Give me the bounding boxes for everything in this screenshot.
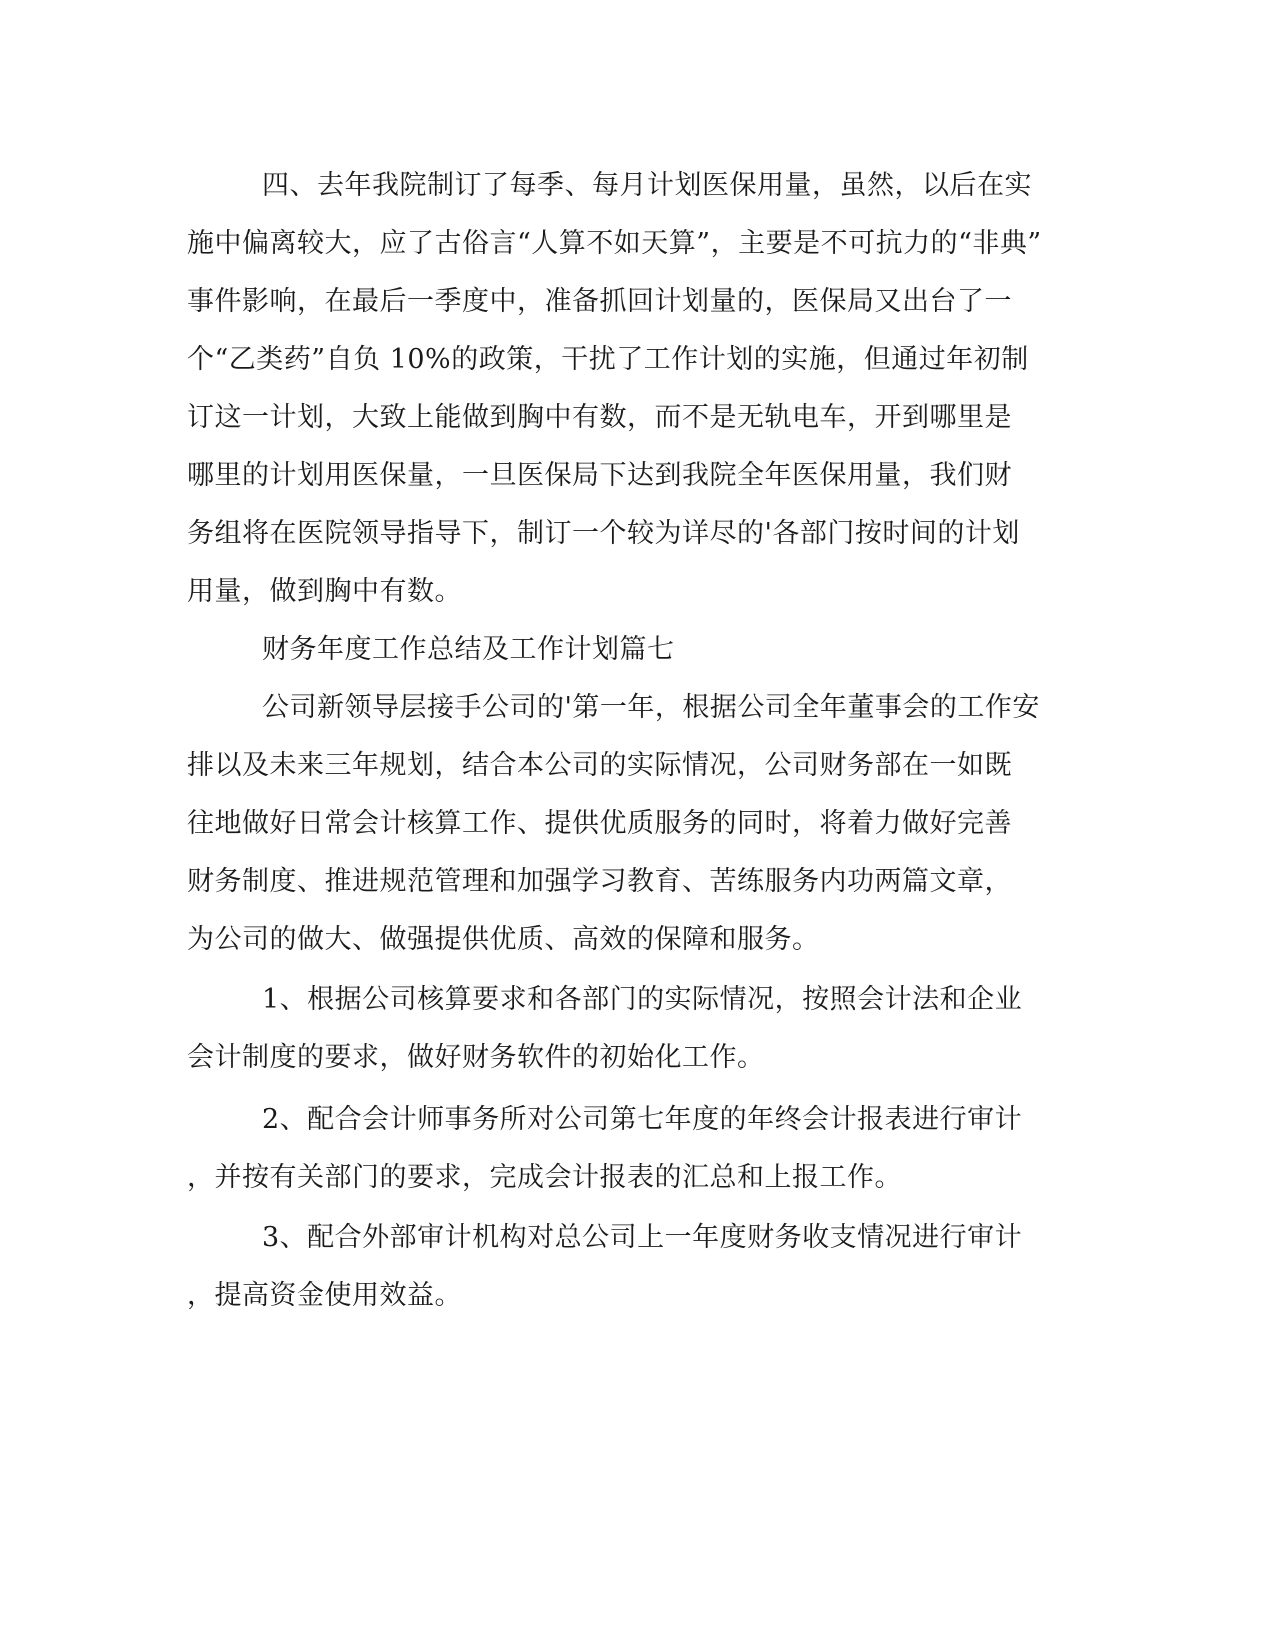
- paragraph-line: 个“乙类药”自负 10%的政策，干扰了工作计划的实施，但通过年初制: [187, 344, 1029, 375]
- paragraph-line: 事件影响，在最后一季度中，准备抓回计划量的，医保局又出台了一: [187, 286, 1012, 317]
- paragraph-line: 四、去年我院制订了每季、每月计划医保用量，虽然，以后在实: [262, 170, 1032, 201]
- paragraph-line: 哪里的计划用医保量，一旦医保局下达到我院全年医保用量，我们财: [187, 460, 1012, 491]
- section-heading: 财务年度工作总结及工作计划篇七: [262, 634, 675, 665]
- list-item-line: ，提高资金使用效益。: [187, 1280, 462, 1311]
- list-item-line: 3、配合外部审计机构对总公司上一年度财务收支情况进行审计: [262, 1222, 1023, 1253]
- paragraph-line: 财务制度、推进规范管理和加强学习教育、苦练服务内功两篇文章，: [187, 866, 1012, 897]
- list-item-line: 2、配合会计师事务所对公司第七年度的年终会计报表进行审计: [262, 1104, 1023, 1135]
- paragraph-line: 订这一计划，大致上能做到胸中有数，而不是无轨电车，开到哪里是: [187, 402, 1012, 433]
- paragraph-line: 用量，做到胸中有数。: [187, 576, 462, 607]
- paragraph-line: 往地做好日常会计核算工作、提供优质服务的同时，将着力做好完善: [187, 808, 1012, 839]
- paragraph-line: 排以及未来三年规划，结合本公司的实际情况，公司财务部在一如既: [187, 750, 1012, 781]
- paragraph-line: 公司新领导层接手公司的'第一年，根据公司全年董事会的工作安: [262, 692, 1040, 723]
- list-item-line: ，并按有关部门的要求，完成会计报表的汇总和上报工作。: [187, 1162, 902, 1193]
- list-item-line: 会计制度的要求，做好财务软件的初始化工作。: [187, 1042, 765, 1073]
- paragraph-line: 为公司的做大、做强提供优质、高效的保障和服务。: [187, 924, 820, 955]
- paragraph-line: 施中偏离较大，应了古俗言“人算不如天算”，主要是不可抗力的“非典”: [187, 228, 1042, 259]
- list-item-line: 1、根据公司核算要求和各部门的实际情况，按照会计法和企业: [262, 984, 1023, 1015]
- paragraph-line: 务组将在医院领导指导下，制订一个较为详尽的'各部门按时间的计划: [187, 518, 1020, 549]
